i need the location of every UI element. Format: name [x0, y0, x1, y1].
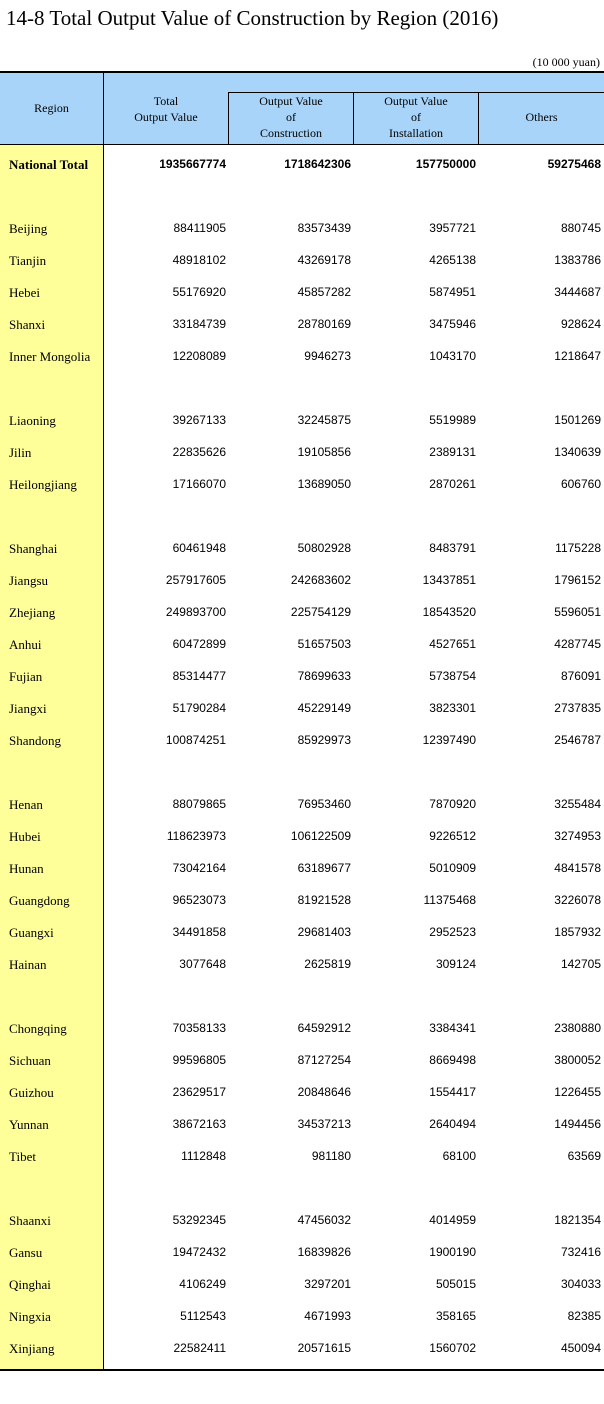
construction-cell: 32245875: [297, 413, 351, 427]
total-cell: 60461948: [172, 541, 226, 555]
construction-cell: 76953460: [297, 797, 351, 811]
header-installation-line-1: Output Value: [384, 94, 448, 108]
region-cell: Beijing: [9, 221, 48, 236]
table-row: [0, 1051, 604, 1071]
installation-cell: 2389131: [429, 445, 476, 459]
header-installation: [354, 93, 478, 141]
installation-cell: 1560702: [429, 1341, 476, 1355]
table-row: [0, 155, 604, 175]
region-cell: Shandong: [9, 733, 61, 748]
region-cell: Ningxia: [9, 1309, 51, 1324]
construction-cell: 4671993: [304, 1309, 351, 1323]
total-cell: 70358133: [172, 1021, 226, 1035]
construction-cell: 19105856: [297, 445, 351, 459]
header-construction-line-3: Construction: [260, 126, 322, 140]
region-cell: Heilongjiang: [9, 477, 77, 492]
header-installation-line-3: Installation: [389, 126, 443, 140]
total-cell: 100874251: [165, 733, 226, 747]
header-total-line-1: Total: [153, 94, 179, 108]
region-cell: Tianjin: [9, 253, 47, 268]
table-row: [0, 1083, 604, 1103]
others-cell: 3274953: [554, 829, 601, 843]
total-cell: 17166070: [172, 477, 226, 491]
others-cell: 1218647: [554, 349, 601, 363]
total-cell: 55176920: [172, 285, 226, 299]
others-cell: 1175228: [555, 541, 601, 555]
installation-cell: 309124: [435, 957, 476, 971]
others-cell: 1226455: [554, 1085, 601, 1099]
total-cell: 3077648: [179, 957, 226, 971]
total-cell: 99596805: [172, 1053, 226, 1067]
others-cell: 1857932: [554, 925, 601, 939]
construction-cell: 63189677: [297, 861, 351, 875]
others-cell: 4287745: [554, 637, 601, 651]
installation-cell: 7870920: [429, 797, 476, 811]
construction-cell: 45857282: [297, 285, 351, 299]
header-total-line-2: Output Value: [134, 110, 198, 124]
installation-cell: 358165: [435, 1309, 476, 1323]
table-row: [0, 891, 604, 911]
construction-cell: 85929973: [297, 733, 351, 747]
region-cell: Shaanxi: [9, 1213, 51, 1228]
region-cell: Yunnan: [9, 1117, 49, 1132]
installation-cell: 8669498: [429, 1053, 476, 1067]
others-cell: 142705: [560, 957, 601, 971]
others-cell: 880745: [560, 221, 601, 235]
others-cell: 606760: [560, 477, 601, 491]
total-cell: 1112848: [181, 1149, 226, 1163]
header-construction-line-1: Output Value: [259, 94, 323, 108]
others-cell: 876091: [560, 669, 601, 683]
total-cell: 48918102: [172, 253, 226, 267]
total-cell: 22582411: [173, 1341, 226, 1355]
region-cell: Zhejiang: [9, 605, 56, 620]
installation-cell: 1043170: [429, 349, 476, 363]
total-cell: 39267133: [172, 413, 226, 427]
header-divider: [353, 92, 354, 144]
total-cell: 51790284: [172, 701, 226, 715]
table-row: [0, 1243, 604, 1263]
region-cell: Guangxi: [9, 925, 54, 940]
header-construction-line-2: of: [286, 110, 296, 124]
header-subrule: [228, 92, 604, 93]
region-cell: Sichuan: [9, 1053, 51, 1068]
others-cell: 4841578: [554, 861, 601, 875]
construction-cell: 43269178: [297, 253, 351, 267]
table-row: [0, 219, 604, 239]
construction-cell: 81921528: [297, 893, 351, 907]
construction-cell: 20571615: [297, 1341, 351, 1355]
total-cell: 12208089: [172, 349, 226, 363]
table-row: [0, 667, 604, 687]
construction-cell: 1718642306: [284, 157, 351, 171]
table-row: [0, 859, 604, 879]
table-row: [0, 923, 604, 943]
header-installation-line-2: of: [411, 110, 421, 124]
region-cell: Gansu: [9, 1245, 43, 1260]
region-cell: Chongqing: [9, 1021, 67, 1036]
region-cell: Liaoning: [9, 413, 56, 428]
construction-cell: 51657503: [297, 637, 351, 651]
header-others-label: Others: [525, 110, 558, 124]
total-cell: 1935667774: [159, 157, 226, 171]
construction-cell: 64592912: [297, 1021, 351, 1035]
table-row: [0, 539, 604, 559]
installation-cell: 3957721: [429, 221, 476, 235]
others-cell: 928624: [560, 317, 601, 331]
others-cell: 5596051: [554, 605, 601, 619]
table-row: [0, 1019, 604, 1039]
region-cell: Anhui: [9, 637, 42, 652]
region-cell: Jilin: [9, 445, 32, 460]
others-cell: 304033: [560, 1277, 601, 1291]
construction-cell: 2625819: [304, 957, 351, 971]
construction-cell: 13689050: [297, 477, 351, 491]
table-row: [0, 1307, 604, 1327]
others-cell: 2737835: [554, 701, 601, 715]
installation-cell: 3384341: [429, 1021, 476, 1035]
others-cell: 2380880: [554, 1021, 601, 1035]
others-cell: 82385: [567, 1309, 601, 1323]
unit-label: (10 000 yuan): [532, 55, 600, 69]
total-cell: 33184739: [172, 317, 226, 331]
installation-cell: 18543520: [422, 605, 476, 619]
construction-cell: 47456032: [297, 1213, 351, 1227]
others-cell: 1494456: [554, 1117, 601, 1131]
construction-cell: 29681403: [297, 925, 351, 939]
installation-cell: 5519989: [429, 413, 476, 427]
others-cell: 1821354: [554, 1213, 601, 1227]
header-total: [104, 93, 228, 125]
region-cell: Hunan: [9, 861, 44, 876]
region-cell: Tibet: [9, 1149, 36, 1164]
table-row: [0, 1115, 604, 1135]
region-cell: Guizhou: [9, 1085, 54, 1100]
installation-cell: 3823301: [429, 701, 476, 715]
table-row: [0, 315, 604, 335]
installation-cell: 1554417: [429, 1085, 476, 1099]
table-row: [0, 475, 604, 495]
total-cell: 34491858: [172, 925, 226, 939]
region-cell: Shanxi: [9, 317, 46, 332]
header-construction: [229, 93, 353, 141]
region-cell: Shanghai: [9, 541, 58, 556]
construction-cell: 83573439: [297, 221, 351, 235]
installation-cell: 4265138: [429, 253, 476, 267]
region-cell: Hebei: [9, 285, 41, 300]
installation-cell: 8483791: [429, 541, 476, 555]
construction-cell: 50802928: [297, 541, 351, 555]
total-cell: 60472899: [172, 637, 226, 651]
header-divider: [478, 92, 479, 144]
total-cell: 53292345: [172, 1213, 226, 1227]
header-divider: [228, 92, 229, 144]
installation-cell: 11375468: [423, 893, 476, 907]
installation-cell: 5738754: [429, 669, 476, 683]
total-cell: 19472432: [172, 1245, 226, 1259]
region-cell: Qinghai: [9, 1277, 51, 1292]
table-row: [0, 347, 604, 367]
construction-cell: 78699633: [297, 669, 351, 683]
region-cell: National Total: [9, 157, 89, 172]
construction-cell: 225754129: [290, 605, 351, 619]
table-row: [0, 795, 604, 815]
header-bottom-rule: [0, 144, 604, 145]
table-row: [0, 251, 604, 271]
installation-cell: 505015: [435, 1277, 476, 1291]
construction-cell: 3297201: [304, 1277, 351, 1291]
table-row: [0, 1339, 604, 1359]
table-row: [0, 635, 604, 655]
construction-cell: 28780169: [297, 317, 351, 331]
total-cell: 38672163: [172, 1117, 226, 1131]
total-cell: 22835626: [172, 445, 226, 459]
table-row: [0, 571, 604, 591]
others-cell: 1340639: [554, 445, 601, 459]
region-cell: Xinjiang: [9, 1341, 55, 1356]
others-cell: 1796152: [554, 573, 601, 587]
others-cell: 3800052: [554, 1053, 601, 1067]
others-cell: 2546787: [554, 733, 601, 747]
total-cell: 85314477: [172, 669, 226, 683]
installation-cell: 12397490: [422, 733, 476, 747]
table-row: [0, 1211, 604, 1231]
total-cell: 73042164: [172, 861, 226, 875]
others-cell: 63569: [567, 1149, 601, 1163]
region-cell: Henan: [9, 797, 43, 812]
others-cell: 450094: [560, 1341, 601, 1355]
installation-cell: 4014959: [429, 1213, 476, 1227]
others-cell: 3255484: [554, 797, 601, 811]
construction-cell: 9946273: [304, 349, 351, 363]
construction-cell: 16839826: [297, 1245, 351, 1259]
total-cell: 257917605: [165, 573, 226, 587]
total-cell: 88079865: [172, 797, 226, 811]
installation-cell: 2640494: [429, 1117, 476, 1131]
total-cell: 96523073: [172, 893, 226, 907]
table-row: [0, 1147, 604, 1167]
region-cell: Inner Mongolia: [9, 349, 91, 364]
construction-cell: 106122509: [290, 829, 351, 843]
installation-cell: 1900190: [429, 1245, 476, 1259]
installation-cell: 2870261: [429, 477, 476, 491]
installation-cell: 4527651: [429, 637, 476, 651]
region-cell: Jiangsu: [9, 573, 48, 588]
header-region: [0, 100, 103, 116]
region-cell: Guangdong: [9, 893, 70, 908]
installation-cell: 9226512: [429, 829, 476, 843]
others-cell: 3444687: [554, 285, 601, 299]
table-row: [0, 603, 604, 623]
others-cell: 59275468: [547, 157, 601, 171]
table-row: [0, 827, 604, 847]
installation-cell: 5874951: [429, 285, 476, 299]
installation-cell: 13437851: [422, 573, 476, 587]
installation-cell: 3475946: [429, 317, 476, 331]
installation-cell: 68100: [442, 1149, 476, 1163]
total-cell: 249893700: [165, 605, 226, 619]
total-cell: 4106249: [179, 1277, 226, 1291]
region-cell: Fujian: [9, 669, 43, 684]
installation-cell: 2952523: [429, 925, 476, 939]
construction-cell: 20848646: [297, 1085, 351, 1099]
header-region-label: Region: [34, 101, 69, 115]
table-row: [0, 283, 604, 303]
installation-cell: 157750000: [415, 157, 476, 171]
table-row: [0, 955, 604, 975]
total-cell: 23629517: [172, 1085, 226, 1099]
construction-cell: 34537213: [297, 1117, 351, 1131]
page-title: 14-8 Total Output Value of Construction by Region (2016): [6, 6, 499, 30]
others-cell: 1383786: [554, 253, 601, 267]
region-cell: Hainan: [9, 957, 47, 972]
header-others: [479, 109, 604, 125]
total-cell: 5112543: [180, 1309, 226, 1323]
table-row: [0, 731, 604, 751]
construction-cell: 981180: [311, 1149, 351, 1163]
table-row: [0, 443, 604, 463]
total-cell: 118623973: [166, 829, 226, 843]
construction-cell: 242683602: [290, 573, 351, 587]
installation-cell: 5010909: [429, 861, 476, 875]
others-cell: 3226078: [554, 893, 601, 907]
table-bottom-rule: [0, 1369, 604, 1371]
table-row: [0, 1275, 604, 1295]
construction-cell: 45229149: [297, 701, 351, 715]
region-cell: Jiangxi: [9, 701, 47, 716]
table-row: [0, 699, 604, 719]
region-cell: Hubei: [9, 829, 41, 844]
total-cell: 88411905: [173, 221, 226, 235]
others-cell: 1501269: [554, 413, 601, 427]
construction-cell: 87127254: [297, 1053, 351, 1067]
others-cell: 732416: [560, 1245, 601, 1259]
table-row: [0, 411, 604, 431]
